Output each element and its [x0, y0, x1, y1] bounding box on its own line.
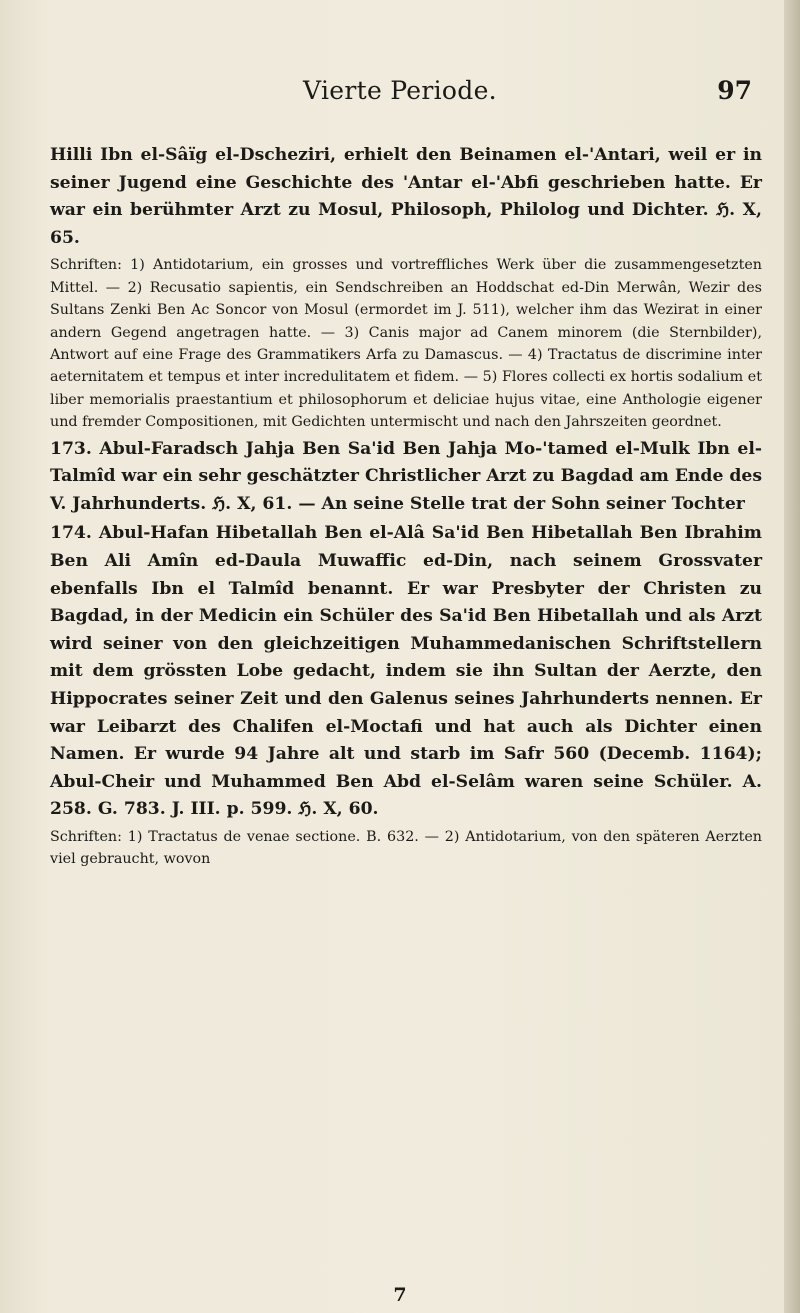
entry-174: 174. Abul-Hafan Hibetallah Ben el-Alâ Sa'id Ben Hibetallah Ben Ibrahim Ben Ali Amîn ed-Daula Muwaffic ed-Din, nach seinem Grossvater ebenfalls Ibn el Talmîd benannt. Er war Presbyter der Christen zu Bagdad, in der Medicin ein Schüler des Sa'id Ben Hibetallah und als Arzt wird seiner von den gleichzeitigen Muhammedanischen Schriftstellern mit dem grössten Lobe gedacht, indem sie ihn Sultan der Aerzte, den Hippocrates seiner Zeit und den Galenus seines Jahrhunderts nennen. Er war Leibarzt des Chalifen el-Moctafi und hat auch als Dichter einen Namen. Er wurde 94 Jahre alt und starb im Safr 560 (Decemb. 1164); Abul-Cheir und Muhammed Ben Abd el-Selâm waren seine Schüler. A. 258. G. 783. J. III. p. 599. ℌ. X, 60.: [50, 523, 762, 820]
page-header: [0, 76, 800, 116]
running-head: Vierte Periode.: [303, 76, 497, 105]
signature-mark: 7: [393, 1284, 407, 1306]
entry-173: 173. Abul-Faradsch Jahja Ben Sa'id Ben Jahja Mo-'tamed el-Mulk Ibn el-Talmîd war ein sehr geschätzter Christlicher Arzt zu Bagdad am Ende des V. Jahrhunderts. ℌ. X, 61. — An seine Stelle trat der Sohn seiner Tochter: [50, 438, 762, 514]
page-edge: [784, 0, 800, 1313]
body-text: [50, 142, 762, 871]
entry-hilli: Hilli Ibn el-Sâïg el-Dscheziri, erhielt den Beinamen el-'Antari, weil er in seiner Jugend eine Geschichte des 'Antar el-'Abfi geschrieben hatte. Er war ein berühmter Arzt zu Mosul, Philosoph, Philolog und Dichter. ℌ. X, 65.: [50, 145, 762, 248]
page-number: 97: [717, 76, 752, 105]
entry-174-writings: Schriften: 1) Tractatus de venae sectione. B. 632. — 2) Antidotarium, von den späteren Aerzten viel gebraucht, wovon: [50, 828, 762, 868]
entry-hilli-writings: Schriften: 1) Antidotarium, ein grosses und vortreffliches Werk über die zusammengesetzten Mittel. — 2) Recusatio sapientis, ein Sendschreiben an Hoddschat ed-Din Merwân, Wezir des Sultans Zenki Ben Ac Soncor von Mosul (ermordet im J. 511), welcher ihm das Wezirat in einer andern Gegend angetragen hatte. — 3) Canis major ad Canem minorem (die Sternbilder), Antwort auf eine Frage des Grammatikers Arfa zu Damascus. — 4) Tractatus de discrimine inter aeternitatem et tempus et inter incredulitatem et fidem. — 5) Flores collecti ex hortis sodalium et liber memorialis praestantium et philosophorum et deliciae hujus vitae, eine Anthologie eigener und fremder Compositionen, mit Gedichten untermischt und nach den Jahrszeiten geordnet.: [50, 257, 762, 431]
